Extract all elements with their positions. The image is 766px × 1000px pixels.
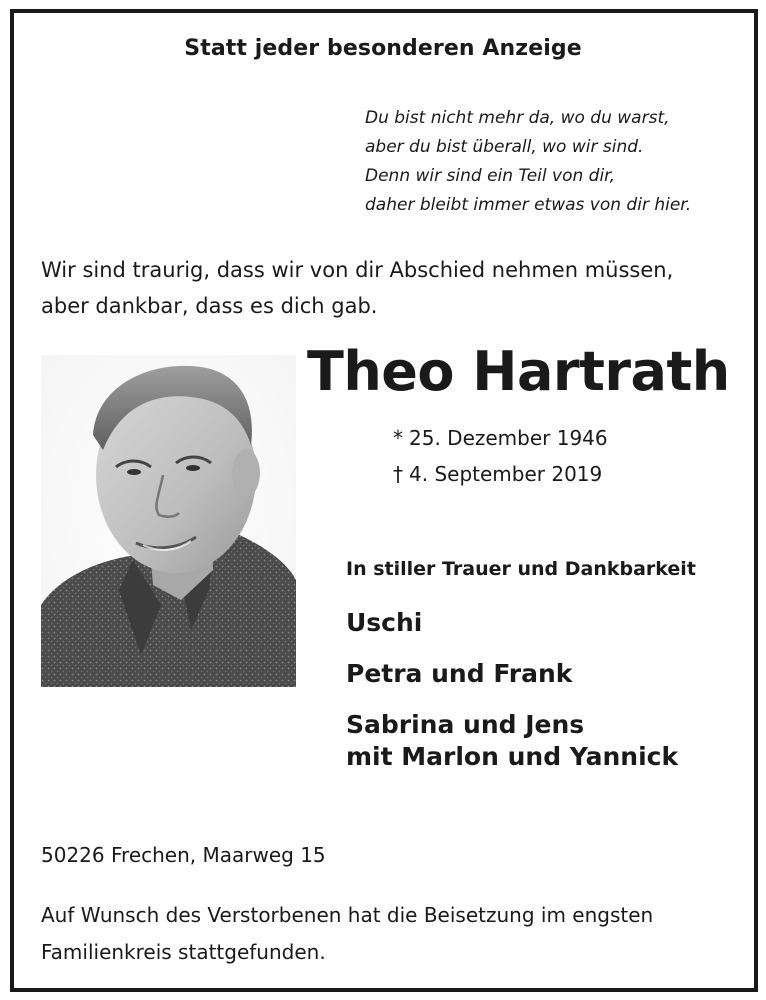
poem-line: Denn wir sind ein Teil von dir, — [365, 166, 616, 186]
burial-note — [41, 897, 653, 971]
mourning-heading: In stiller Trauer und Dankbarkeit — [346, 558, 696, 580]
poem-line: Du bist nicht mehr da, wo du warst, — [365, 108, 670, 128]
death-symbol: † — [393, 462, 403, 486]
birth-symbol: * — [393, 426, 403, 450]
intro-text — [41, 252, 673, 324]
headline: Statt jeder besonderen Anzeige — [184, 36, 582, 61]
intro-line: Wir sind traurig, dass wir von dir Abschied nehmen müssen, — [41, 258, 674, 282]
mourner-name: Sabrina und Jens — [346, 710, 585, 739]
deceased-name: Theo Hartrath — [307, 340, 730, 403]
note-line: Auf Wunsch des Verstorbenen hat die Beisetzung im engsten — [41, 903, 654, 927]
life-dates — [393, 420, 608, 492]
death-date: 4. September 2019 — [409, 462, 603, 486]
portrait-photo — [41, 355, 296, 687]
mourner-name: mit Marlon und Yannick — [346, 742, 679, 771]
poem-line: aber du bist überall, wo wir sind. — [365, 137, 644, 157]
mourner-name: Uschi — [346, 608, 423, 637]
address: 50226 Frechen, Maarweg 15 — [41, 843, 326, 867]
intro-line: aber dankbar, dass es dich gab. — [41, 294, 378, 318]
poem-line: daher bleibt immer etwas von dir hier. — [365, 195, 692, 215]
birth-date: 25. Dezember 1946 — [409, 426, 608, 450]
birth-date-line — [393, 420, 608, 456]
mourner-name: Petra und Frank — [346, 659, 573, 688]
poem — [365, 104, 691, 220]
death-date-line — [393, 456, 608, 492]
note-line: Familienkreis stattgefunden. — [41, 940, 326, 964]
